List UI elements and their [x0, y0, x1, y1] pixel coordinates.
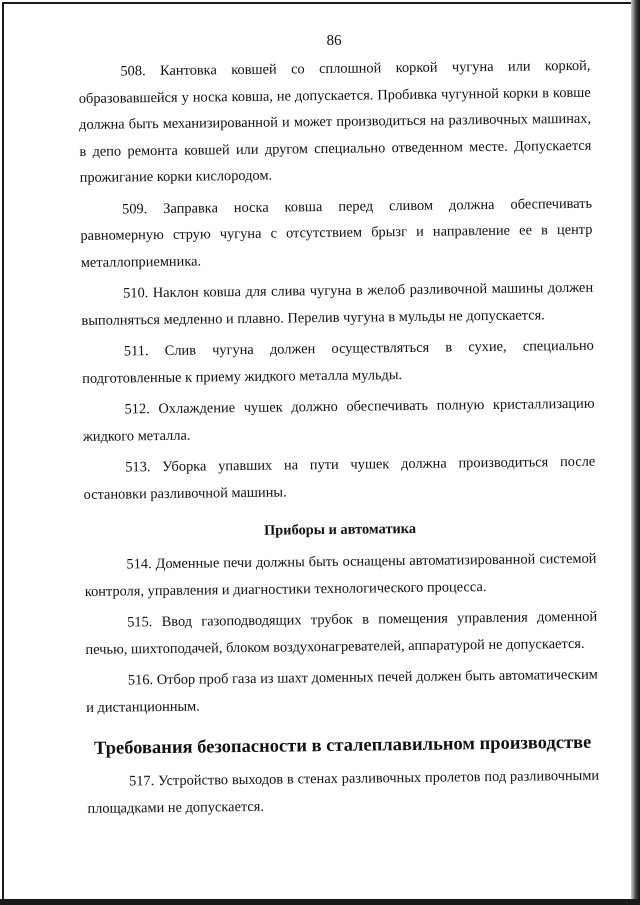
paragraph-510: 510. Наклон ковша для слива чугуна в желоб разливочной машины должен выполняться медленно и плавно. Перелив чугуна в мульды не допускается.	[81, 279, 594, 329]
paragraph-511: 511. Слив чугуна должен осуществляться в сухие, специально подготовленные к приему жидкого металла мульды.	[82, 337, 594, 387]
paragraph-514: 514. Доменные печи должны быть оснащены автоматизированной системой контроля, управления и диагностики технологического процесса.	[84, 550, 597, 600]
subheading-instruments: Приборы и автоматика	[263, 520, 417, 539]
section-heading-steelmaking: Требования безопасности в сталеплавильном производстве	[93, 732, 592, 759]
paragraph-512: 512. Охлаждение чушек должно обеспечивать полную кристаллизацию жидкого металла.	[82, 395, 595, 445]
paragraph-508: 508. Кантовка ковшей со сплошной коркой чугуна или коркой, образовавшейся у носка ковша, не допускается. Пробивка чугунной корки в ковше должна быть механизированной и может производиться на разливочных машинах, в депо ремонта ковшей или другом специально отведенном месте. Допускается прожигание корки кислородом.	[78, 57, 592, 186]
page-number: 86	[326, 32, 342, 49]
scan-edge-bottom	[0, 899, 640, 905]
document-page	[78, 30, 600, 822]
paragraph-513: 513. Уборка упавших на пути чушек должна производиться после остановки разливочной машины.	[83, 453, 596, 503]
paragraph-517: 517. Устройство выходов в стенах разливочных пролетов под разливочными площадками не допускается.	[87, 767, 600, 817]
paragraph-515: 515. Ввод газоподводящих трубок в помещения управления доменной печью, шихтоподачей, блоком воздухонагревателей, аппаратурой не допускается.	[85, 608, 598, 658]
paragraph-516: 516. Отбор проб газа из шахт доменных печей должен быть автоматическим и дистанционным.	[86, 666, 598, 716]
scan-edge-right	[631, 0, 640, 905]
paragraph-509: 509. Заправка носка ковша перед сливом должна обеспечивать равномерную струю чугуна с отсутствием брызг и направление ее в центр металлоприемника.	[80, 195, 593, 271]
